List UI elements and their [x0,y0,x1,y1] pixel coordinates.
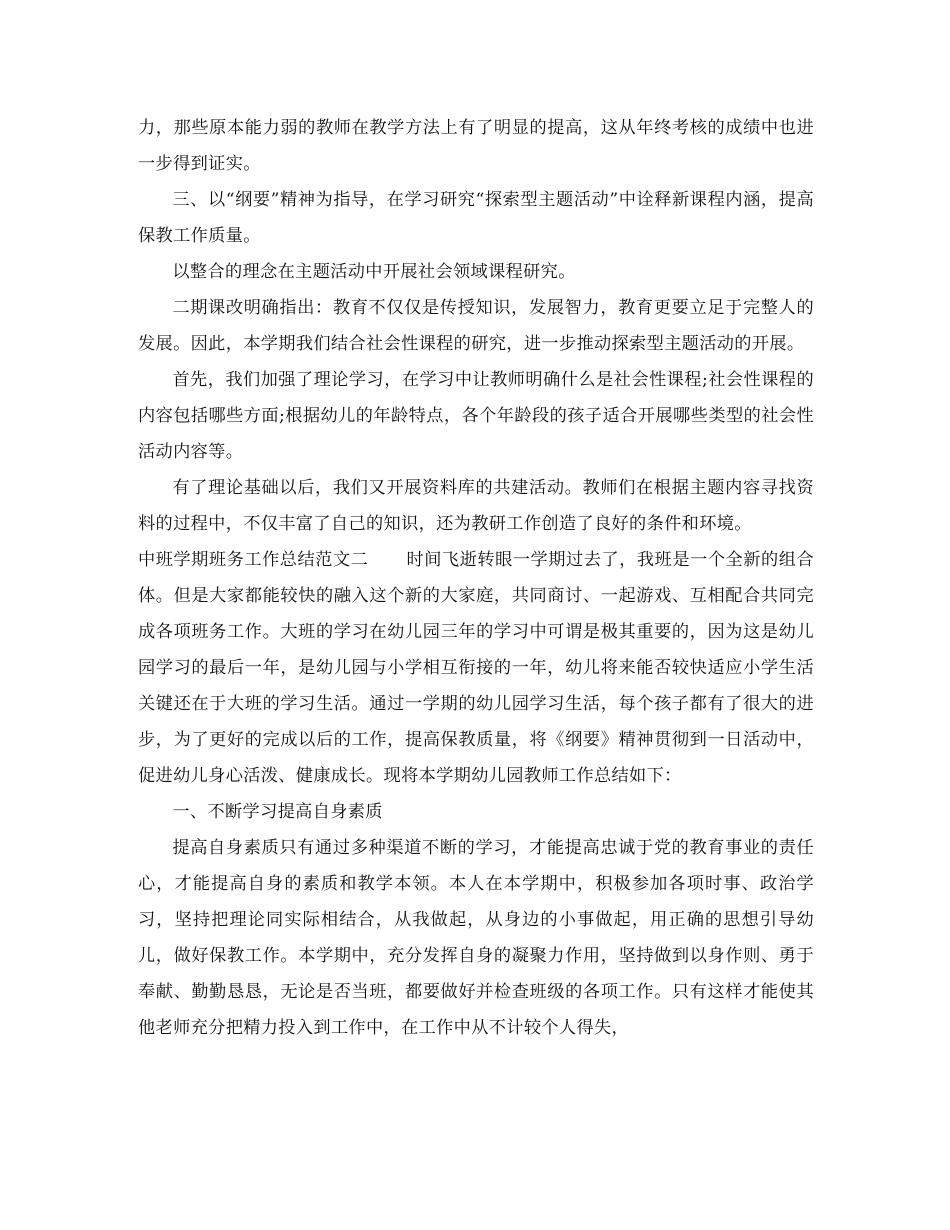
paragraph-7 [138,542,814,794]
paragraph-5: 首先，我们加强了理论学习，在学习中让教师明确什么是社会性课程;社会性课程的内容包括哪些方面;根据幼儿的年龄特点，各个年龄段的孩子适合开展哪些类型的社会性活动内容等。 [138,370,814,462]
paragraph-1: 力，那些原本能力弱的教师在教学方法上有了明显的提高，这从年终考核的成绩中也进一步得到证实。 [138,118,814,174]
paragraph-7-body: 时间飞逝转眼一学期过去了，我班是一个全新的组合体。但是大家都能较快的融入这个新的大家庭，共同商讨、一起游戏、互相配合共同完成各项班务工作。大班的学习在幼儿园三年的学习中可谓是极其重要的，因为这是幼儿园学习的最后一年，是幼儿园与小学相互衔接的一年，幼儿将来能否较快适应小学生活关键还在于大班的学习生活。通过一学期的幼儿园学习生活，每个孩子都有了很大的进步，为了更好的完成以后的工作，提高保教质量，将《纲要》精神贯彻到一日活动中，促进幼儿身心活泼、健康成长。现将本学期幼儿园教师工作总结如下： [138,550,814,786]
paragraph-4: 二期课改明确指出：教育不仅仅是传授知识，发展智力，教育更要立足于完整人的发展。因此，本学期我们结合社会性课程的研究，进一步推动探索型主题活动的开展。 [138,298,814,354]
paragraph-6: 有了理论基础以后，我们又开展资料库的共建活动。教师们在根据主题内容寻找资料的过程中，不仅丰富了自己的知识，还为教研工作创造了良好的条件和环境。 [138,478,814,534]
paragraph-3: 以整合的理念在主题活动中开展社会领域课程研究。 [172,262,576,282]
section-title: 中班学期班务工作总结范文二 [138,550,369,570]
paragraph-8: 一、不断学习提高自身素质 [172,802,383,822]
document-page [138,110,814,1046]
paragraph-9: 提高自身素质只有通过多种渠道不断的学习，才能提高忠诚于党的教育事业的责任心，才能提高自身的素质和教学本领。本人在本学期中，积极参加各项时事、政治学习，坚持把理论同实际相结合，从我做起，从身边的小事做起，用正确的思想引导幼儿，做好保教工作。本学期中，充分发挥自身的凝聚力作用，坚持做到以身作则、勇于奉献、勤勤恳恳，无论是否当班，都要做好并检查班级的各项工作。只有这样才能使其他老师充分把精力投入到工作中，在工作中从不计较个人得失， [138,838,814,1038]
paragraph-2: 三、以“纲要”精神为指导，在学习研究“探索型主题活动”中诠释新课程内涵，提高保教工作质量。 [138,190,814,246]
